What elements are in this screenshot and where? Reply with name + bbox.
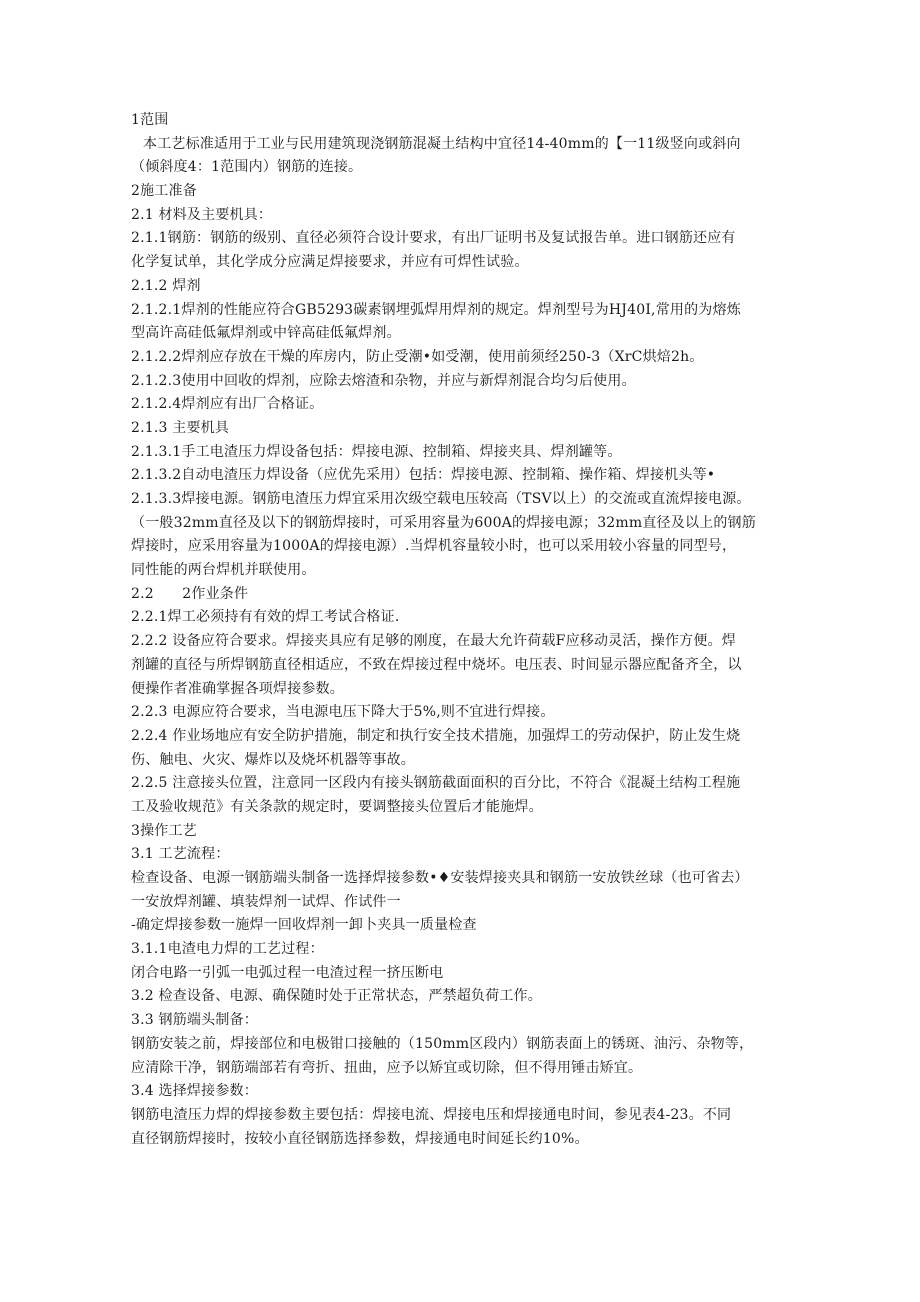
paragraph-line: 同性能的两台焊机并联使用。: [131, 562, 316, 579]
paragraph-line: 2.1.3.2自动电渣压力焊设备（应优先采用）包括：焊接电源、控制箱、操作箱、焊接机头等•: [131, 467, 716, 484]
paragraph-line: 2.1.2.2焊剂应存放在干燥的库房内，防止受潮•如受潮，使用前须经250-3（XrC烘焙2h。: [131, 348, 704, 365]
paragraph-line: -确定焊接参数一施焊一回收焊剂一卸卜夹具一质量检查: [131, 917, 477, 934]
paragraph-line: 2.1.3.3焊接电源。钢筋电渣压力焊宜采用次级空载电压较高（TSV以上）的交流或直流焊接电源。: [131, 491, 751, 507]
paragraph-line: 伤、触电、火灾、爆炸以及烧坏机器等事故。: [131, 751, 415, 768]
paragraph-line: 焊接时，应采用容量为1000A的焊接电源）.当焊机容量较小时，也可以采用较小容量的同型号，: [131, 538, 737, 555]
paragraph-line: 一安放焊剂罐、填装焊剂一试焊、作试件一: [131, 893, 401, 910]
heading-preparation: 2施工准备: [131, 183, 197, 200]
paragraph-line: （一般32mm直径及以下的钢筋焊接时，可采用容量为600A的焊接电源；32mm直径及以上的钢筋: [131, 514, 756, 531]
paragraph-line: 2.1.2.4焊剂应有出厂合格证。: [131, 396, 324, 413]
paragraph-line: 2.1.2.1焊剂的性能应符合GB5293碳素钢埋弧焊用焊剂的规定。焊剂型号为HJ40I,常用的为熔炼: [131, 301, 741, 318]
paragraph-line: （倾斜度4：1范围内）钢筋的连接。: [131, 159, 363, 176]
paragraph-line: 2.2.1焊工必须持有有效的焊工考试合格证.: [131, 609, 400, 626]
paragraph-line: 2.1.1钢筋：钢筋的级别、直径必须符合设计要求，有出厂证明书及复试报告单。进口钢筋还应有: [131, 230, 736, 247]
paragraph-line: 3.3 钢筋端头制备：: [131, 1012, 258, 1029]
paragraph-line: 2.1.3.1手工电渣压力焊设备包括：焊接电源、控制箱、焊接夹具、焊剂罐等。: [131, 443, 622, 460]
heading-operation: 3操作工艺: [131, 822, 197, 839]
paragraph-line: 应清除干净，钢筋端部若有弯折、扭曲，应予以矫宜或切除，但不得用锤击矫宜。: [131, 1059, 643, 1076]
paragraph-line: 2.2.5 注意接头位置，注意同一区段内有接头钢筋截面面积的百分比，不符合《混凝土结构工程施: [131, 775, 741, 792]
paragraph-line: 闭合电路一引弧一电弧过程一电渣过程一挤压断电: [131, 964, 444, 981]
paragraph-line: 2.1 材料及主要机具：: [131, 206, 273, 223]
paragraph-line: 检查设备、电源一钢筋端头制备一选择焊接参数•♦安装焊接夹具和钢筋一安放铁丝球（也可省去）: [131, 870, 749, 886]
paragraph-line: 3.1 工艺流程：: [131, 846, 230, 863]
paragraph-line: 2.2 2作业条件: [131, 585, 249, 602]
paragraph-line: 2.2.2 设备应符合要求。焊接夹具应有足够的刚度，在最大允许荷载F应移动灵活，操作方便。焊: [131, 633, 736, 650]
paragraph-line: 钢筋电渣压力焊的焊接参数主要包括：焊接电流、焊接电压和焊接通电时间，参见表4-23。不同: [131, 1106, 732, 1123]
paragraph-line: 3.4 选择焊接参数：: [131, 1083, 258, 1100]
paragraph-line: 2.1.3 主要机具: [131, 419, 230, 436]
document-page: [131, 109, 795, 1151]
paragraph-line: 工及验收规范》有关条款的规定时，要调整接头位置后才能施焊。: [131, 798, 543, 815]
paragraph-line: 3.1.1电渣电力焊的工艺过程：: [131, 941, 324, 958]
paragraph-line: 3.2 检查设备、电源、确保随时处于正常状态，严禁超负荷工作。: [131, 988, 542, 1005]
paragraph-line: 2.1.2.3使用中回收的焊剂，应除去熔渣和杂物，并应与新焊剂混合均匀后使用。: [131, 372, 636, 389]
paragraph-line: 2.1.2 焊剂: [131, 277, 201, 294]
paragraph-line: 型高许高硅低氟焊剂或中锌高硅低氟焊剂。: [131, 325, 401, 342]
heading-scope: 1范围: [131, 112, 169, 128]
paragraph-line: 化学复试单，其化学成分应满足焊接要求，并应有可焊性试验。: [131, 254, 529, 271]
paragraph-line: 钢筋安装之前，焊接部位和电极钳口接触的（150mm区段内）钢筋表面上的锈斑、油污、杂物等，: [131, 1035, 754, 1052]
paragraph-line: 2.2.3 电源应符合要求，当电源电压下降大于5%,则不宜进行焊接。: [131, 704, 555, 721]
paragraph-line: 便操作者准确掌握各项焊接参数。: [131, 680, 344, 697]
paragraph-line: 剂罐的直径与所焊钢筋直径相适应，不致在焊接过程中烧坏。电压表、时间显示器应配备齐全，以: [131, 656, 742, 673]
paragraph-line: 2.2.4 作业场地应有安全防护措施，制定和执行安全技术措施，加强焊工的劳动保护，防止发生烧: [131, 727, 741, 744]
paragraph-line: 直径钢筋焊接时，按较小直径钢筋选择参数，焊接通电时间延长约10%。: [131, 1130, 589, 1147]
paragraph-line: 本工艺标准适用于工业与民用建筑现浇钢筋混凝土结构中宜径14-40mm的【一11级竖向或斜向: [143, 135, 741, 152]
